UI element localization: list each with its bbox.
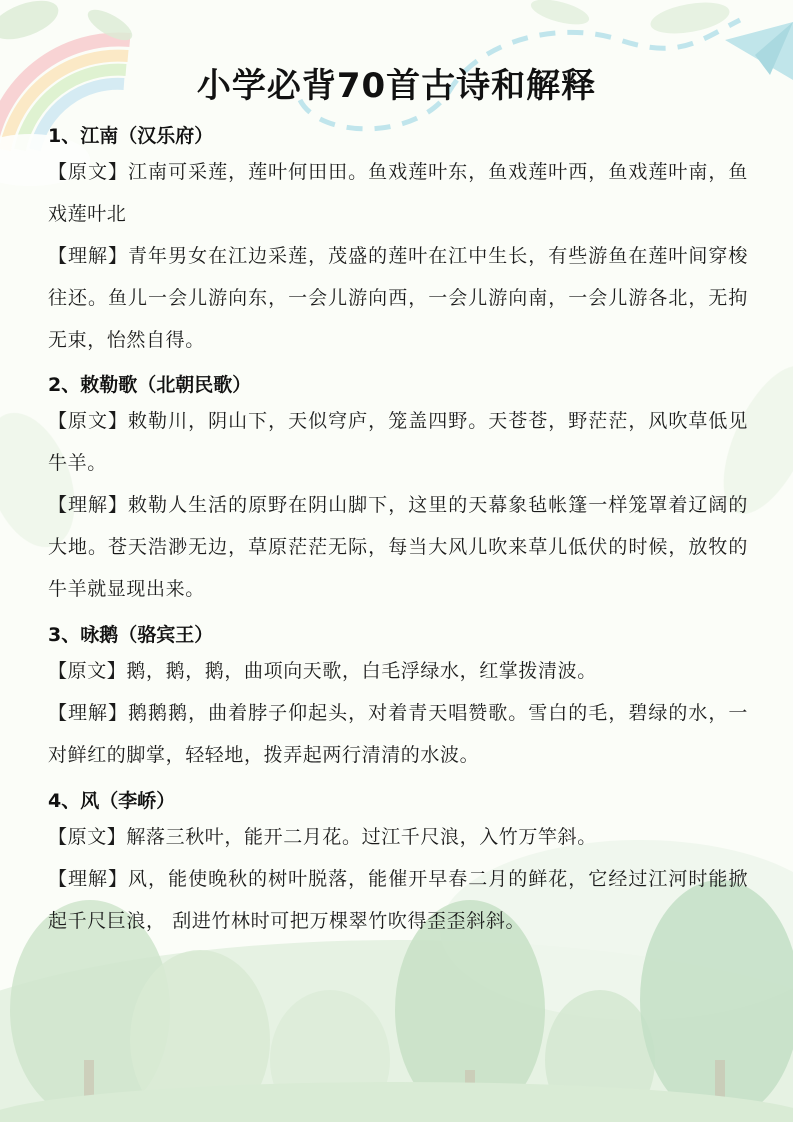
poem-original [48, 151, 748, 235]
original-text: 敕勒川，阴山下，天似穹庐，笼盖四野。天苍苍，野茫茫，风吹草低见牛羊。 [48, 410, 748, 474]
poem-heading: 1、江南（汉乐府） [48, 125, 214, 147]
poem-heading: 4、风（李峤） [48, 790, 176, 812]
poem-explanation [48, 235, 748, 361]
page-title: 小学必背70首古诗和解释 [196, 66, 597, 106]
explain-text: 敕勒人生活的原野在阴山脚下，这里的天幕象毡帐篷一样笼罩着辽阔的大地。苍天浩渺无边，草原茫茫无际，每当大风儿吹来草儿低伏的时候，放牧的牛羊就显现出来。 [48, 494, 748, 600]
poem-original [48, 816, 748, 858]
original-tag: 【原文】 [48, 660, 127, 682]
original-text: 江南可采莲，莲叶何田田。鱼戏莲叶东，鱼戏莲叶西，鱼戏莲叶南，鱼戏莲叶北 [48, 161, 748, 225]
poem-explanation [48, 692, 748, 776]
explain-tag: 【理解】 [48, 494, 129, 516]
explain-text: 风，能使晚秋的树叶脱落，能催开早春二月的鲜花，它经过江河时能掀起千尺巨浪， 刮进竹林时可把万棵翠竹吹得歪歪斜斜。 [48, 868, 748, 932]
original-text: 鹅，鹅，鹅，曲项向天歌，白毛浮绿水，红掌拨清波。 [126, 660, 597, 682]
poem-heading: 2、敕勒歌（北朝民歌） [48, 374, 252, 396]
original-tag: 【原文】 [48, 410, 129, 432]
explain-tag: 【理解】 [48, 868, 129, 890]
poem-explanation [48, 484, 748, 610]
poem-explanation [48, 858, 748, 942]
explain-text: 鹅鹅鹅，曲着脖子仰起头，对着青天唱赞歌。雪白的毛，碧绿的水，一对鲜红的脚掌，轻轻地，拨弄起两行清清的水波。 [48, 702, 748, 766]
original-tag: 【原文】 [48, 161, 129, 183]
original-text: 解落三秋叶，能开二月花。过江千尺浪，入竹万竿斜。 [126, 826, 597, 848]
poem-original [48, 650, 748, 692]
poem-original [48, 400, 748, 484]
poem-heading: 3、咏鹅（骆宾王） [48, 624, 214, 646]
explain-tag: 【理解】 [48, 245, 129, 267]
original-tag: 【原文】 [48, 826, 127, 848]
explain-tag: 【理解】 [48, 702, 129, 724]
explain-text: 青年男女在江边采莲，茂盛的莲叶在江中生长，有些游鱼在莲叶间穿梭往还。鱼儿一会儿游向东，一会儿游向西，一会儿游向南，一会儿游各北，无拘无束，怡然自得。 [48, 245, 748, 351]
